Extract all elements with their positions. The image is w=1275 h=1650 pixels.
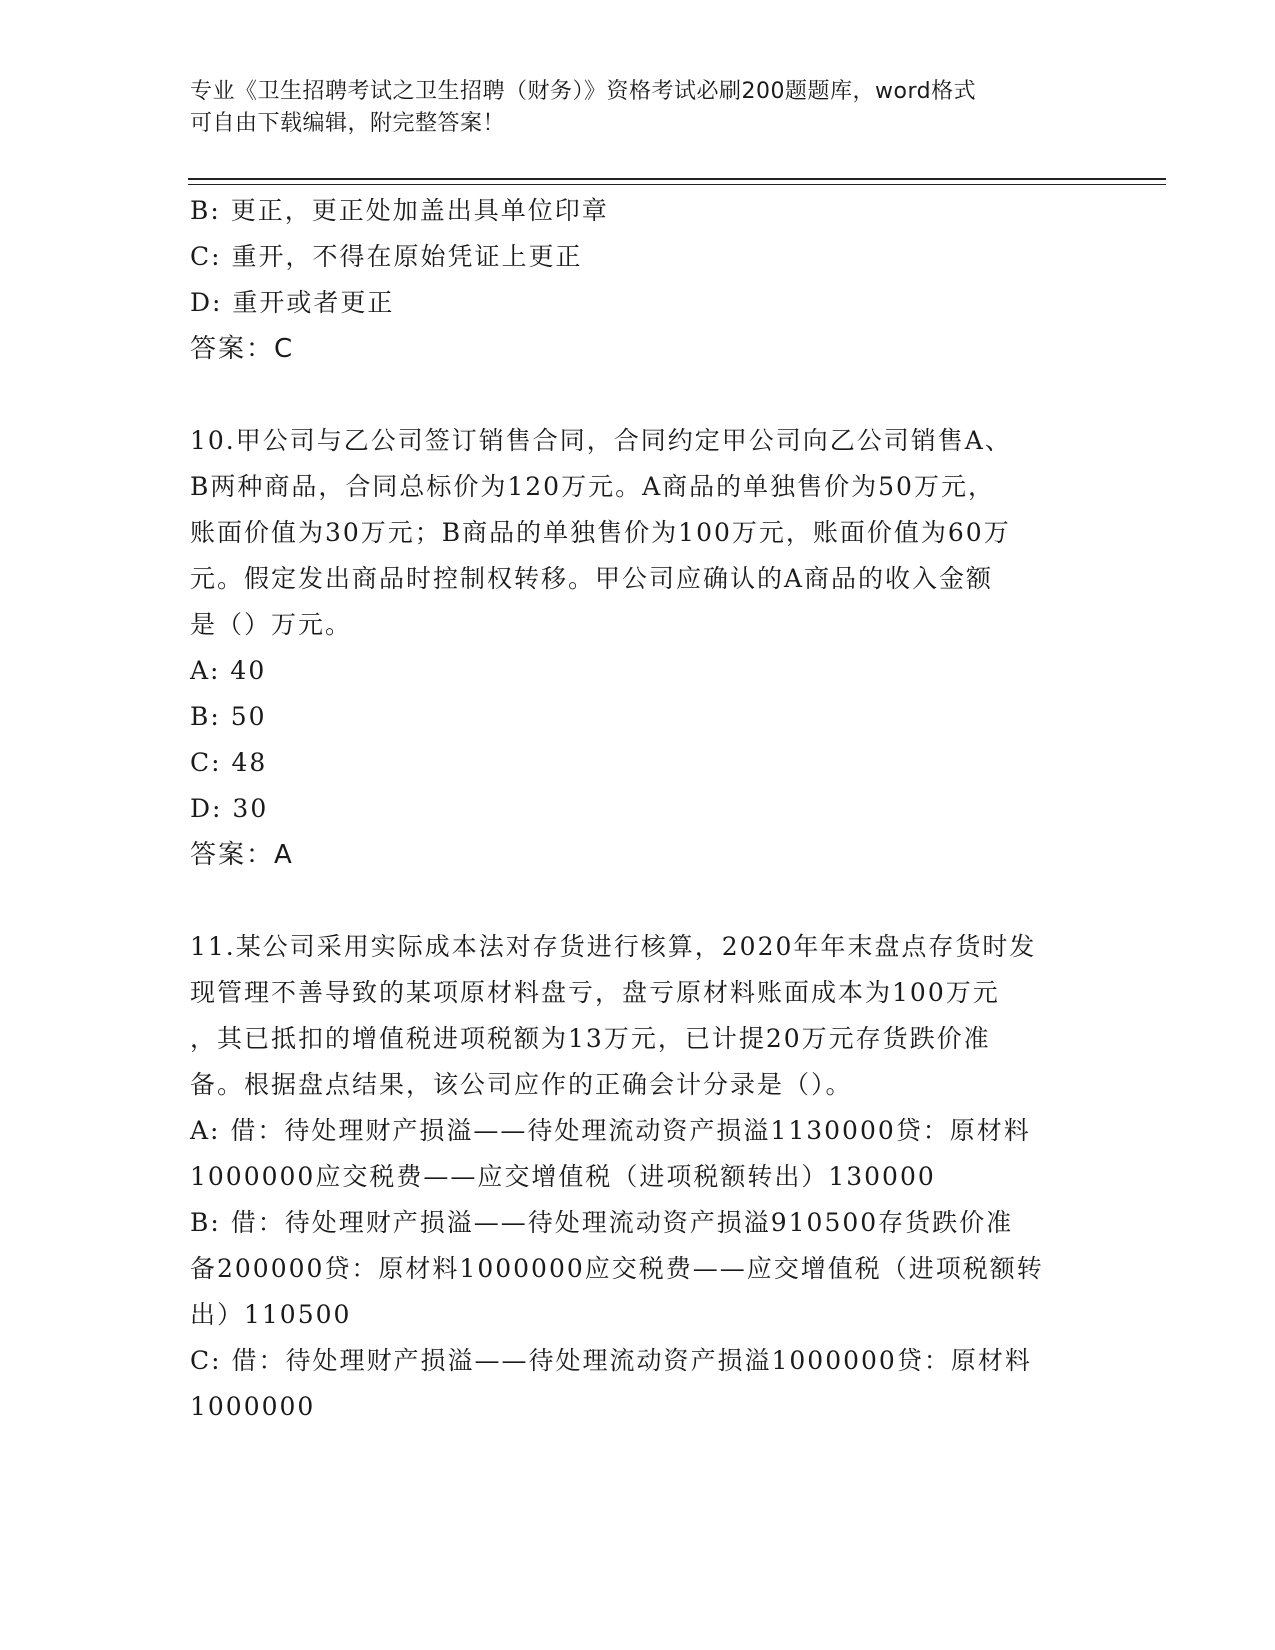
document-header [190,76,1090,140]
q11-option-c-line: C: 借：待处理财产损溢——待处理流动资产损溢1000000贷：原材料 [190,1346,1032,1375]
q11-stem-line: ，其已抵扣的增值税进项税额为13万元，已计提20万元存货跌价准 [190,1024,991,1053]
q10-stem-line: 10.甲公司与乙公司签订销售合同，合同约定甲公司向乙公司销售A、 [190,426,1012,455]
spacer [190,878,1090,924]
q9-option-d: D: 重开或者更正 [190,288,395,317]
header-divider-thick [188,178,1166,180]
header-title-line-2: 可自由下载编辑，附完整答案！ [190,111,506,136]
q9-option-b: B: 更正，更正处加盖出具单位印章 [190,196,609,225]
document-body [190,188,1090,1430]
q11-stem-line: 备。根据盘点结果，该公司应作的正确会计分录是（）。 [190,1070,853,1099]
q10-option-b: B: 50 [190,702,267,731]
question-10 [190,418,1090,878]
q9-answer: 答案：C [190,334,295,364]
q10-option-c: C: 48 [190,748,268,777]
spacer [190,372,1090,418]
q11-option-c-line: 1000000 [190,1392,316,1421]
q10-stem-line: 是（）万元。 [190,610,353,639]
header-divider-thin [188,184,1166,185]
q10-answer: 答案：A [190,840,294,870]
q11-option-b-line: B: 借：待处理财产损溢——待处理流动资产损溢910500存货跌价准 [190,1208,1014,1237]
q11-stem-line: 11.某公司采用实际成本法对存货进行核算，2020年年末盘点存货时发 [190,932,1037,961]
q10-stem-line: B两种商品，合同总标价为120万元。A商品的单独售价为50万元， [190,472,995,501]
q11-option-a-line: 1000000应交税费——应交增值税（进项税额转出）130000 [190,1162,936,1191]
question-11 [190,924,1090,1430]
q11-option-a-line: A: 借：待处理财产损溢——待处理流动资产损溢1130000贷：原材料 [190,1116,1031,1145]
q11-option-b-line: 备200000贷：原材料1000000应交税费——应交增值税（进项税额转 [190,1254,1044,1283]
q11-stem-line: 现管理不善导致的某项原材料盘亏，盘亏原材料账面成本为100万元 [190,978,1000,1007]
q10-stem-line: 元。假定发出商品时控制权转移。甲公司应确认的A商品的收入金额 [190,564,994,593]
q9-option-c: C: 重开，不得在原始凭证上更正 [190,242,583,271]
question-9-tail [190,188,1090,372]
q10-stem-line: 账面价值为30万元；B商品的单独售价为100万元，账面价值为60万 [190,518,1011,547]
q10-option-d: D: 30 [190,794,269,823]
q11-option-b-line: 出）110500 [190,1300,352,1329]
header-title-line-1: 专业《卫生招聘考试之卫生招聘（财务）》资格考试必刷200题题库，word格式 [190,79,977,104]
q10-option-a: A: 40 [190,656,267,685]
